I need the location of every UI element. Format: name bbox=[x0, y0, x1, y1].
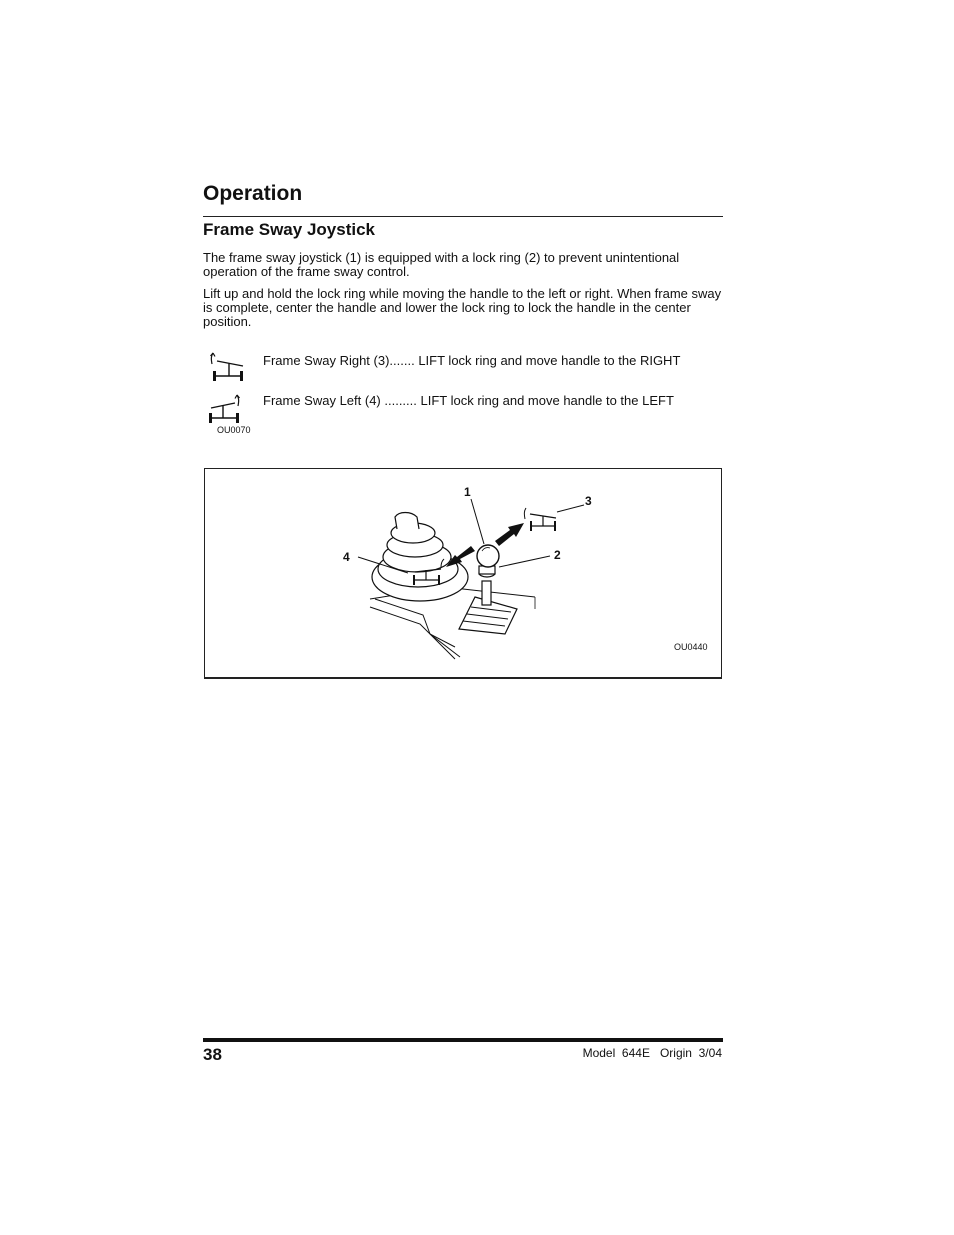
joystick-illustration bbox=[205, 469, 721, 675]
figure-code: OU0440 bbox=[674, 642, 708, 652]
control-row-right bbox=[263, 353, 680, 369]
control-label: Frame Sway Left (4) ......... bbox=[263, 393, 417, 408]
callout-1: 1 bbox=[464, 485, 471, 499]
control-row-left bbox=[263, 393, 674, 409]
paragraph-instructions: Lift up and hold the lock ring while moving the handle to the left or right. When frame sway is complete, center the handle and lower the lock ring to lock the handle in the center position. bbox=[203, 286, 722, 329]
callout-4: 4 bbox=[343, 550, 350, 564]
frame-sway-left-icon bbox=[207, 392, 247, 424]
frame-sway-right-icon bbox=[207, 350, 247, 382]
footer-model-info: Model 644E Origin 3/04 bbox=[582, 1046, 722, 1060]
callout-3: 3 bbox=[585, 494, 592, 508]
paragraph-intro: The frame sway joystick (1) is equipped with a lock ring (2) to prevent unintentional operation of the frame sway control. bbox=[203, 250, 680, 279]
icon-figure-code: OU0070 bbox=[217, 425, 251, 435]
joystick-figure bbox=[204, 468, 722, 679]
section-divider bbox=[203, 216, 723, 217]
control-action: LIFT lock ring and move handle to the RIGHT bbox=[418, 353, 681, 368]
footer-divider bbox=[203, 1038, 723, 1042]
callout-2: 2 bbox=[554, 548, 561, 562]
page-number: 38 bbox=[203, 1045, 222, 1064]
control-action: LIFT lock ring and move handle to the LEFT bbox=[420, 393, 674, 408]
control-label: Frame Sway Right (3)....... bbox=[263, 353, 415, 368]
section-title: Operation bbox=[203, 182, 303, 205]
subsection-title: Frame Sway Joystick bbox=[203, 220, 375, 239]
